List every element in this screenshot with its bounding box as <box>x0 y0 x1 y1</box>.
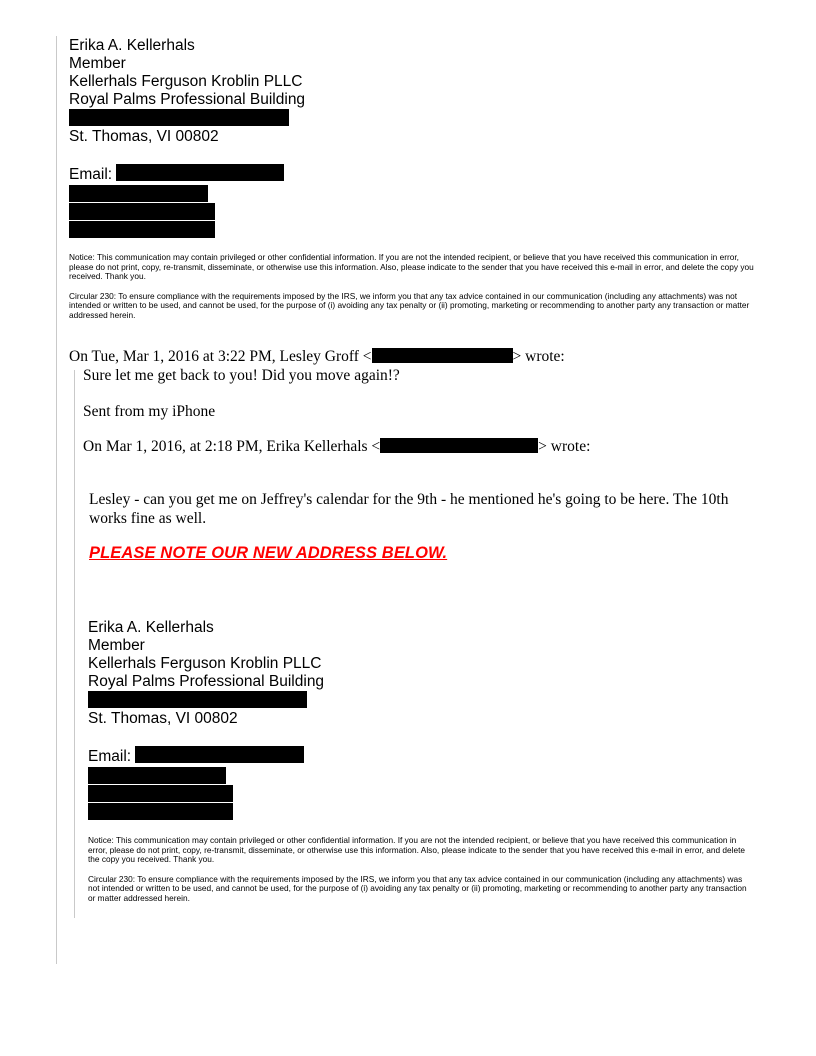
sender-name: Erika A. Kellerhals <box>88 619 214 636</box>
notice-bottom <box>88 836 753 904</box>
redacted-email <box>372 348 513 363</box>
confidentiality-notice: Notice: This communication may contain privileged or other confidential information. If you are not the intended recipient, or believe that you have received this communication in error, please do not print, copy, re-transmit, disseminate, or otherwise use this information. Also, please indicate to the sender that you have received this e-mail in error, and delete the copy you received. Thank you. <box>88 835 746 865</box>
signature-top <box>69 37 305 238</box>
email-label: Email: <box>69 166 113 183</box>
redacted-phone <box>88 785 233 802</box>
sender-title: Member <box>69 55 126 72</box>
redacted-phone <box>88 767 226 784</box>
circular-230-notice: Circular 230: To ensure compliance with the requirements imposed by the IRS, we inform you that any tax advice contained in our communication (including any attachments) was not intended or written to be used, and cannot be used, for the purpose of (i) avoiding any tax penalty or (ii) promoting, marketing or recommending to another party any transaction or matter addressed herein. <box>69 290 750 320</box>
address-change-note: PLEASE NOTE OUR NEW ADDRESS BELOW. <box>89 544 448 562</box>
email-label: Email: <box>88 748 132 765</box>
quote-border-inner <box>74 370 75 918</box>
redacted-phone <box>69 221 215 238</box>
signature-bottom <box>88 619 324 820</box>
sent-from-line: Sent from my iPhone <box>83 403 216 420</box>
redacted-address <box>88 691 307 708</box>
quoted-body: Lesley - can you get me on Jeffrey's calendar for the 9th - he mentioned he's going to be here. The 10th works fine as well. <box>89 491 729 527</box>
redacted-email <box>135 746 304 763</box>
city-line: St. Thomas, VI 00802 <box>88 710 238 727</box>
redacted-email <box>380 438 538 453</box>
building-name: Royal Palms Professional Building <box>69 91 306 108</box>
quote-border-outer <box>56 36 57 964</box>
redacted-phone <box>69 203 215 220</box>
sender-title: Member <box>88 637 145 654</box>
redacted-address <box>69 109 289 126</box>
reply-header: On Tue, Mar 1, 2016 at 3:22 PM, Lesley Groff < > wrote: <box>69 348 565 365</box>
circular-230-notice: Circular 230: To ensure compliance with the requirements imposed by the IRS, we inform you that any tax advice contained in our communication (including any attachments) was not intended or written to be used, and cannot be used, for the purpose of (i) avoiding any tax penalty or (ii) promoting, marketing or recommending to another party any transaction or matter addressed herein. <box>88 873 747 903</box>
firm-name: Kellerhals Ferguson Kroblin PLLC <box>69 73 303 90</box>
confidentiality-notice: Notice: This communication may contain privileged or other confidential information. If you are not the intended recipient, or believe that you have received this communication in error, please do not print, copy, re-transmit, disseminate, or otherwise use this information. Also, please indicate to the sender that you have received this e-mail in error, and delete the copy you received. Thank you. <box>69 252 754 282</box>
sender-name: Erika A. Kellerhals <box>69 37 195 54</box>
notice-top <box>69 253 759 321</box>
redacted-phone <box>88 803 233 820</box>
quoted-header: On Mar 1, 2016, at 2:18 PM, Erika Kellerhals < > wrote: <box>83 438 591 455</box>
redacted-email <box>116 164 284 181</box>
reply-body: Sure let me get back to you! Did you move again!? <box>83 367 400 384</box>
city-line: St. Thomas, VI 00802 <box>69 128 219 145</box>
building-name: Royal Palms Professional Building <box>88 673 325 690</box>
redacted-phone <box>69 185 208 202</box>
firm-name: Kellerhals Ferguson Kroblin PLLC <box>88 655 322 672</box>
